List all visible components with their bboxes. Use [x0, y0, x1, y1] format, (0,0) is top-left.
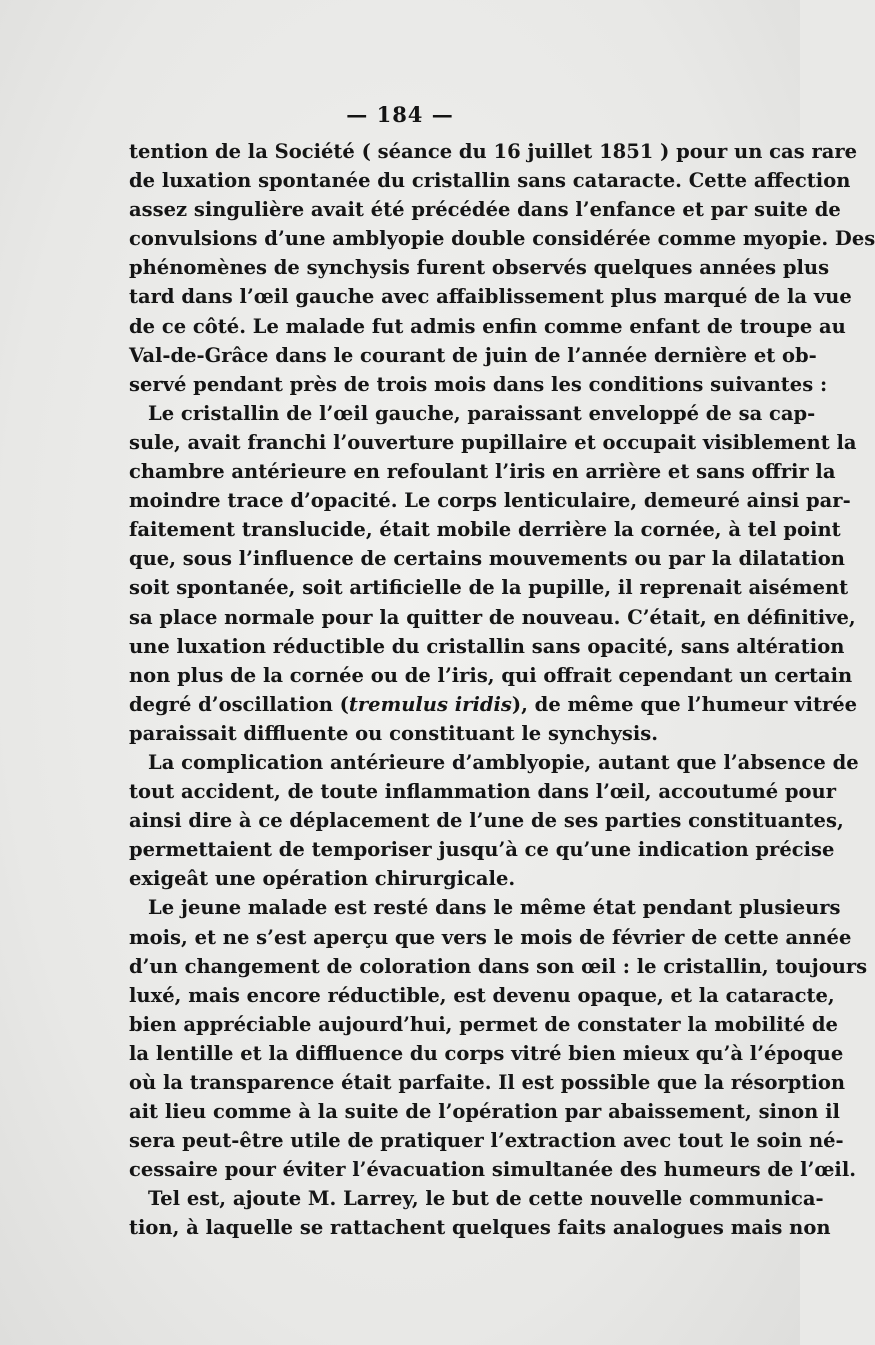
latin-term: tremulus iridis — [348, 692, 512, 716]
text-line: tion, à laquelle se rattachent quelques faits analogues mais non — [129, 1216, 831, 1240]
text-line: tard dans l’œil gauche avec affaiblissement plus marqué de la vue — [129, 285, 852, 309]
text-line: sa place normale pour la quitter de nouveau. C’était, en définitive, — [129, 605, 856, 629]
text-fragment: degré d’oscillation ( — [129, 692, 349, 716]
paragraph — [129, 748, 859, 893]
text-line: une luxation réductible du cristallin sans opacité, sans altération — [129, 634, 845, 658]
text-line: d’un changement de coloration dans son œil : le cristallin, toujours — [129, 954, 868, 978]
page-number: — 184 — — [346, 102, 454, 127]
text-line: La complication antérieure d’amblyopie, autant que l’absence de — [148, 750, 859, 774]
text-line: luxé, mais encore réductible, est devenu opaque, et la cataracte, — [129, 983, 835, 1007]
text-line: phénomènes de synchysis furent observés quelques années plus — [129, 256, 830, 280]
text-line: cessaire pour éviter l’évacuation simultanée des humeurs de l’œil. — [129, 1158, 857, 1182]
paragraph — [129, 893, 868, 1184]
text-line: mois, et ne s’est aperçu que vers le mois de février de cette année — [129, 925, 852, 949]
text-line: où la transparence était parfaite. Il est possible que la résorption — [129, 1071, 846, 1094]
text-line: que, sous l’influence de certains mouvements ou par la dilatation — [129, 547, 845, 571]
text-line — [129, 690, 858, 719]
text-line: assez singulière avait été précédée dans l’enfance et par suite de — [129, 198, 841, 222]
text-line: ainsi dire à ce déplacement de l’une de ses parties constituantes, — [129, 809, 844, 833]
paragraph — [129, 1184, 831, 1242]
text-line: Tel est, ajoute M. Larrey, le but de cette nouvelle communica- — [148, 1187, 824, 1211]
text-line: non plus de la cornée ou de l’iris, qui offrait cependant un certain — [129, 663, 853, 687]
text-line: paraissait diffluente ou constituant le synchysis. — [129, 721, 659, 745]
text-line: Le jeune malade est resté dans le même état pendant plusieurs — [148, 896, 841, 920]
text-line: faitement translucide, était mobile derrière la cornée, à tel point — [129, 518, 841, 542]
text-line: servé pendant près de trois mois dans les conditions suivantes : — [129, 372, 828, 396]
text-line: de ce côté. Le malade fut admis enfin comme enfant de troupe au — [129, 314, 846, 338]
paragraph — [129, 399, 858, 748]
text-line: chambre antérieure en refoulant l’iris en arrière et sans offrir la — [129, 460, 836, 484]
text-line: sule, avait franchi l’ouverture pupillaire et occupait visiblement la — [129, 430, 857, 454]
text-line: Le cristallin de l’œil gauche, paraissant enveloppé de sa cap- — [148, 401, 816, 425]
text-line: la lentille et la diffluence du corps vitré bien mieux qu’à l’époque — [129, 1041, 844, 1065]
text-line: exigeât une opération chirurgicale. — [129, 867, 516, 891]
text-line: sera peut-être utile de pratiquer l’extraction avec tout le soin né- — [129, 1129, 844, 1153]
text-fragment: ), de même que l’humeur vitrée — [511, 692, 858, 716]
text-line: soit spontanée, soit artificielle de la pupille, il reprenait aisément — [129, 576, 849, 600]
text-line: tout accident, de toute inflammation dans l’œil, accoutumé pour — [129, 780, 837, 804]
text-line: ait lieu comme à la suite de l’opération par abaissement, sinon il — [129, 1100, 840, 1124]
text-line: convulsions d’une amblyopie double considérée comme myopie. Des — [129, 227, 875, 251]
text-line: tention de la Société ( séance du 16 juillet 1851 ) pour un cas rare — [129, 140, 858, 163]
text-line: permettaient de temporiser jusqu’à ce qu’une indication précise — [129, 838, 835, 862]
text-line: moindre trace d’opacité. Le corps lenticulaire, demeuré ainsi par- — [129, 489, 851, 513]
text-line: Val-de-Grâce dans le courant de juin de l’année dernière et ob- — [129, 343, 817, 367]
paragraph — [129, 137, 875, 399]
text-line: de luxation spontanée du cristallin sans cataracte. Cette affection — [129, 169, 851, 193]
body-text — [129, 137, 875, 1243]
text-line: bien appréciable aujourd’hui, permet de constater la mobilité de — [129, 1012, 838, 1036]
